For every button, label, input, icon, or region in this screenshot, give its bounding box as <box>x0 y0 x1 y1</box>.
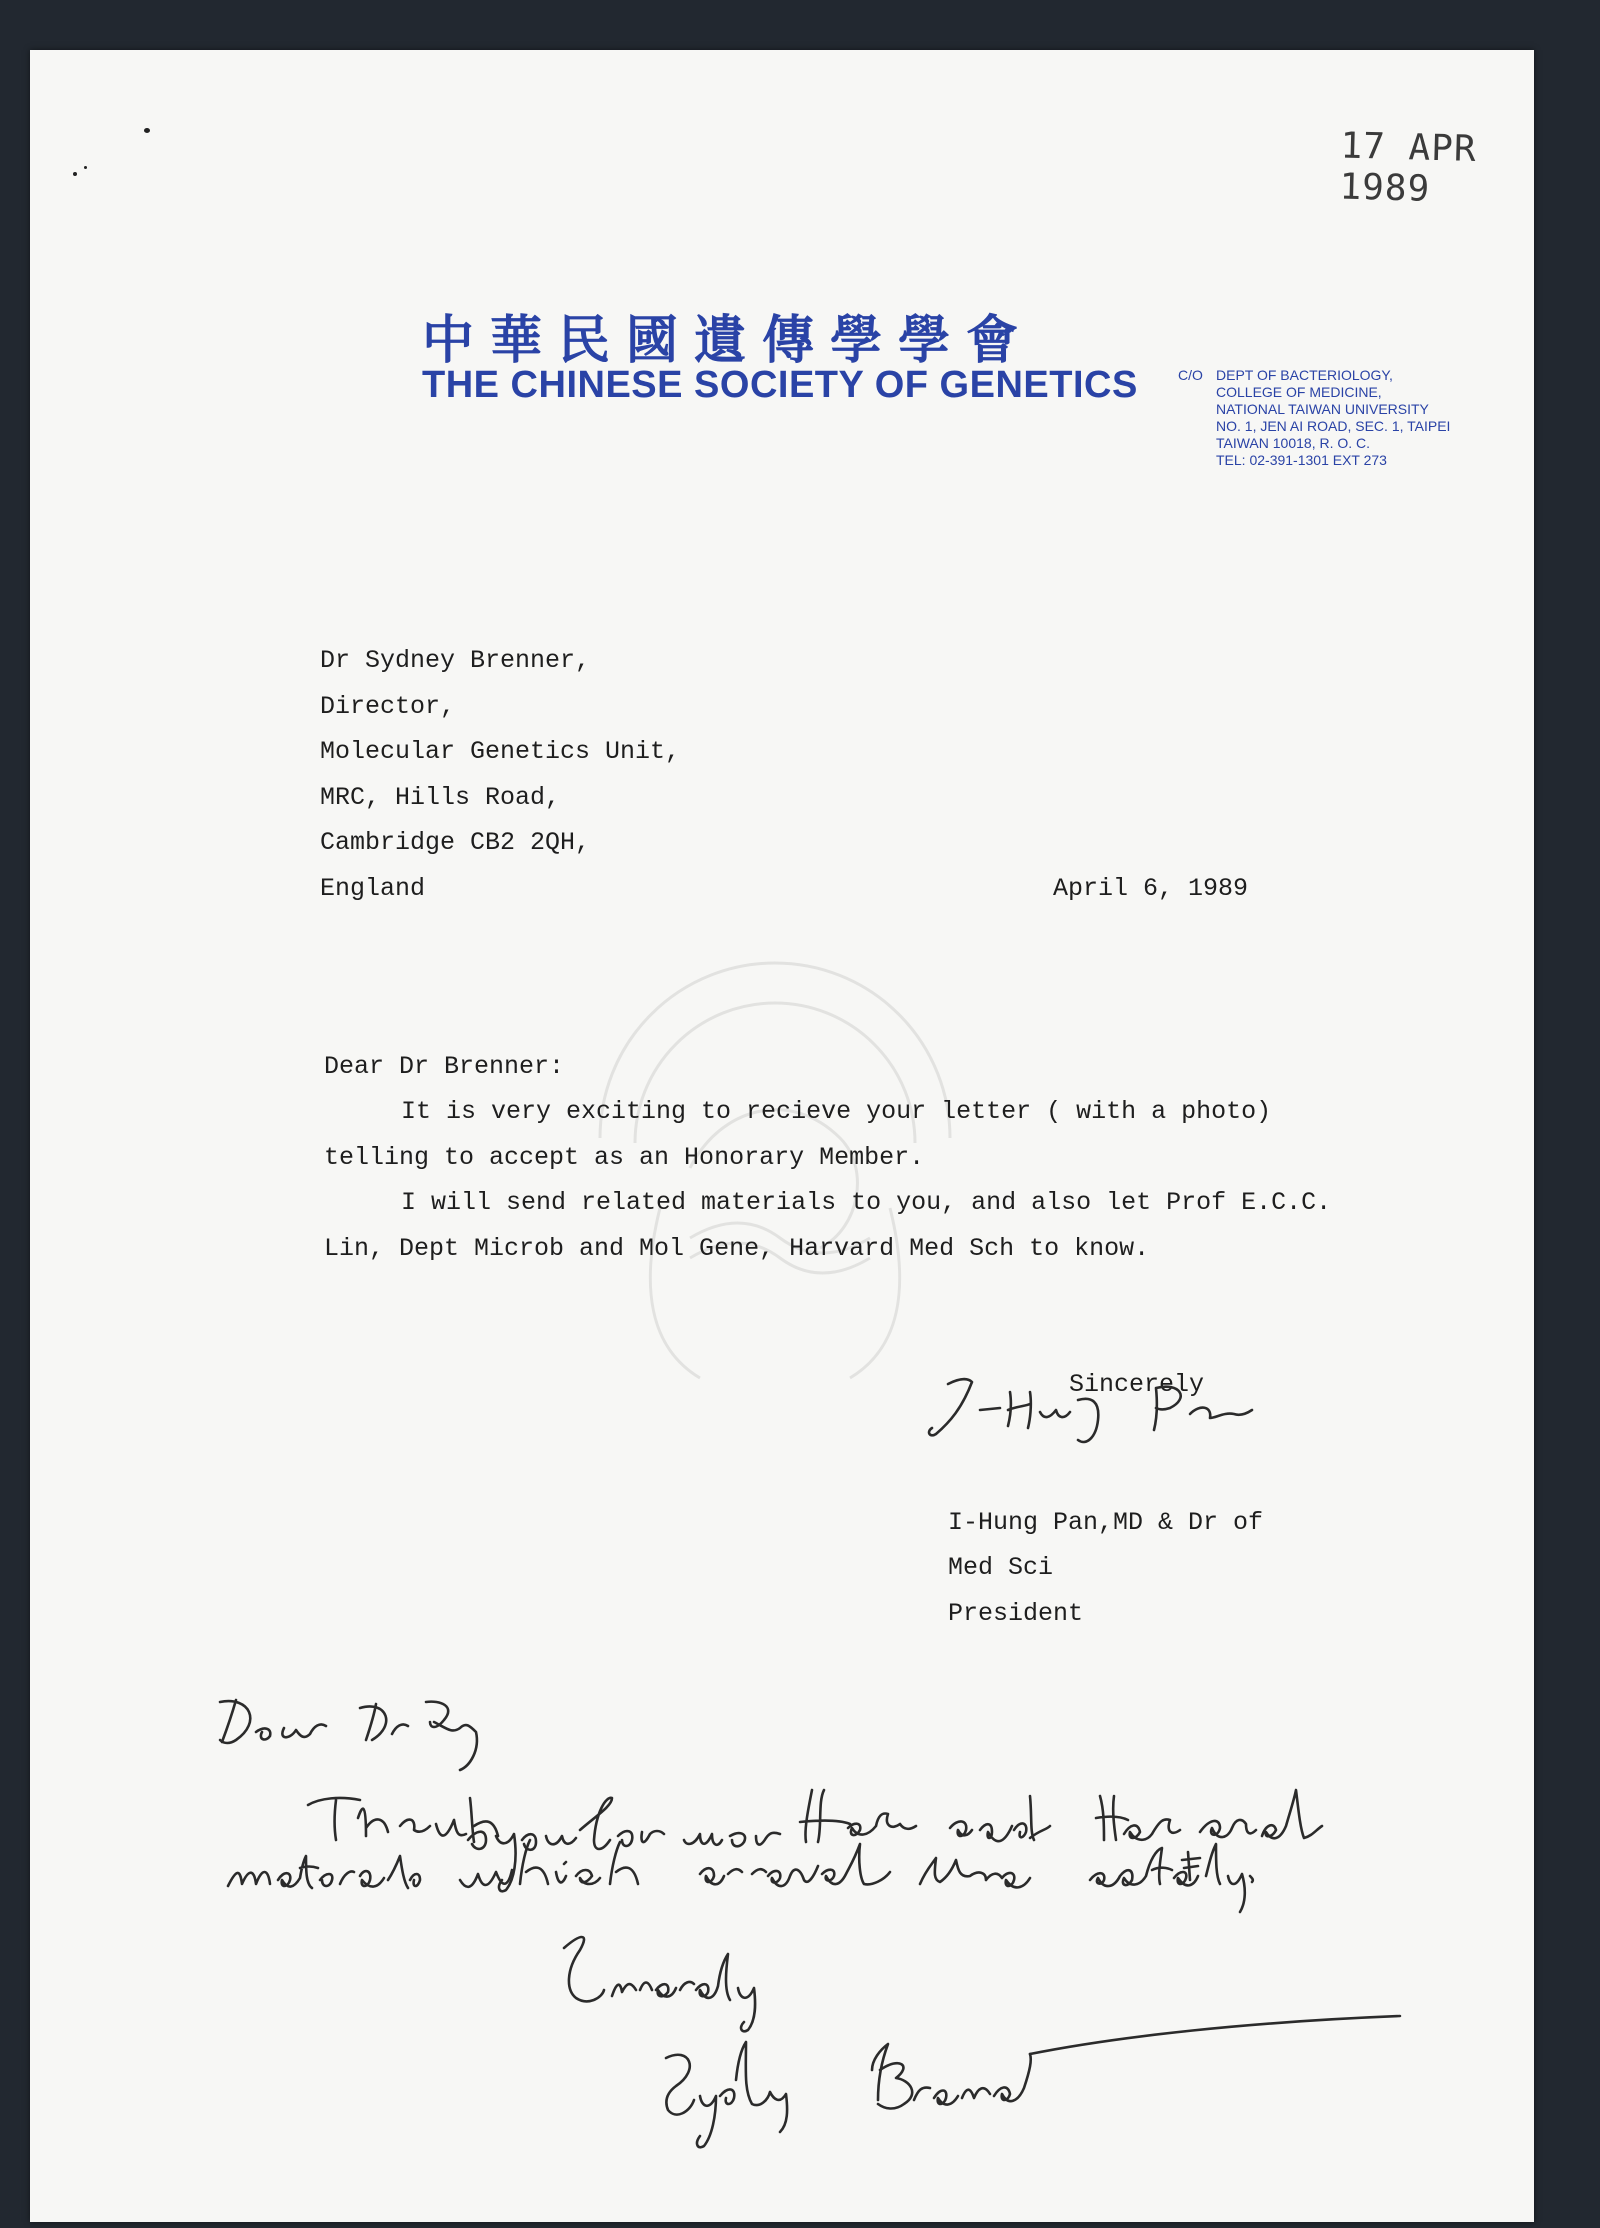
recipient-line: Dr Sydney Brenner, <box>320 646 591 675</box>
letter-sheet <box>30 50 1534 2222</box>
ink-speck <box>84 166 87 169</box>
letterhead-english-name: THE CHINESE SOCIETY OF GENETICS <box>422 364 1138 406</box>
address-line: NO. 1, JEN AI ROAD, SEC. 1, TAIPEI <box>1216 418 1451 434</box>
salutation: Dear Dr Brenner: <box>324 1052 565 1081</box>
letterhead-chinese-name: 中華民國遺傳學學會 <box>422 311 1035 371</box>
body-line: telling to accept as an Honorary Member. <box>324 1143 925 1172</box>
address-line: NATIONAL TAIWAN UNIVERSITY <box>1216 401 1429 417</box>
recipient-line: MRC, Hills Road, <box>320 783 561 812</box>
address-line: TEL: 02-391-1301 EXT 273 <box>1216 452 1387 468</box>
recipient-line: England <box>320 874 426 903</box>
body-line: I will send related materials to you, and also let Prof E.C.C. <box>401 1188 1332 1217</box>
ink-speck <box>144 128 150 133</box>
closing: Sincerely <box>1069 1370 1205 1399</box>
signer-name: I-Hung Pan,MD & Dr of <box>948 1508 1264 1537</box>
signer-title: President <box>948 1599 1084 1628</box>
recipient-line: Cambridge CB2 2QH, <box>320 828 591 857</box>
ink-speck <box>73 172 77 176</box>
address-line: DEPT OF BACTERIOLOGY, <box>1216 367 1393 383</box>
received-date-stamp: 17 APR 1989 <box>1338 125 1478 210</box>
signer-credentials: Med Sci <box>948 1553 1054 1582</box>
address-line: COLLEGE OF MEDICINE, <box>1216 384 1382 400</box>
address-line: TAIWAN 10018, R. O. C. <box>1216 435 1371 451</box>
letter-date: April 6, 1989 <box>1053 874 1249 903</box>
body-line: It is very exciting to recieve your letter ( with a photo) <box>401 1097 1272 1126</box>
recipient-line: Molecular Genetics Unit, <box>320 737 681 766</box>
recipient-line: Director, <box>320 692 456 721</box>
address-prefix: C/O <box>1178 367 1203 383</box>
body-line: Lin, Dept Microb and Mol Gene, Harvard Med Sch to know. <box>324 1234 1150 1263</box>
